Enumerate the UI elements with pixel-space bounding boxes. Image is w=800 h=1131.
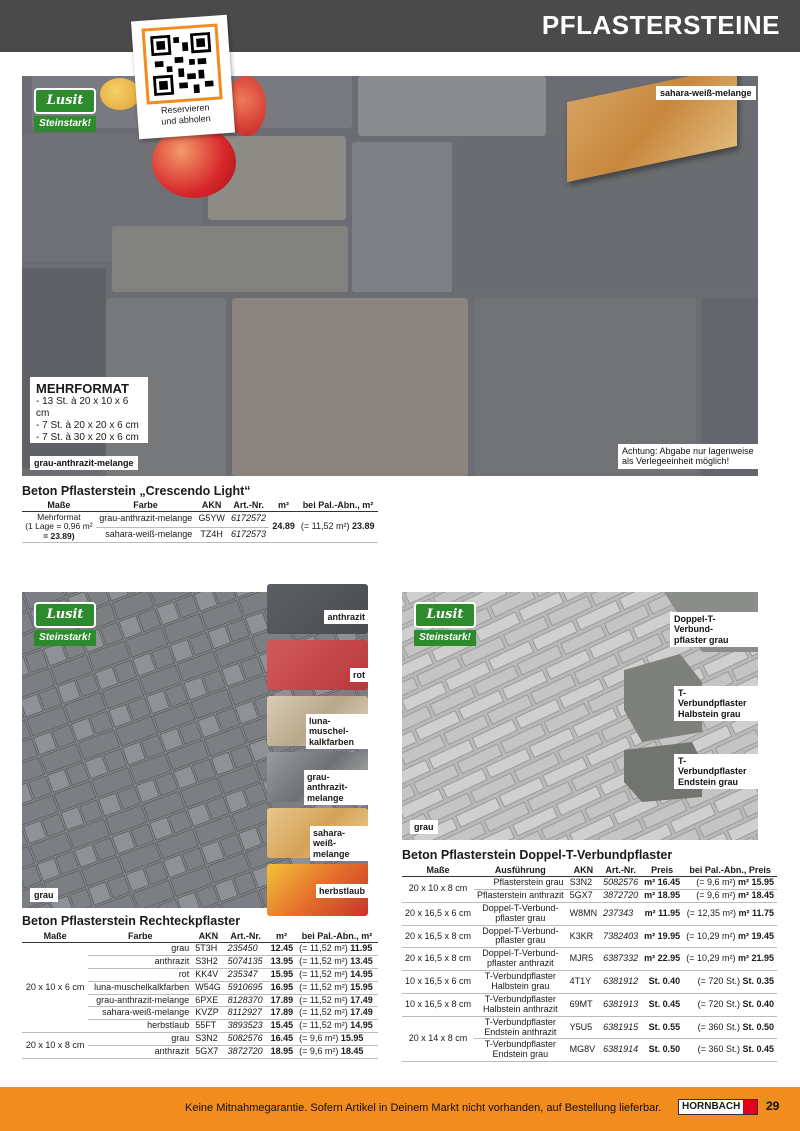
table-row: luna-muschelkalkfarben W54G 5910695 16.95 (= 11,52 m²) 15.95 — [22, 981, 378, 994]
doppelt-table: Maße Ausführung AKN Art.-Nr. Preis bei Pal.-Abn., Preis 20 x 10 x 8 cm Pflasterstein grau S3N2 5082576 m² 16.45 (= 9,6 m²) m² 15.95 Pflasterstein anthrazit 5GX7 3872720 m² 18.95 (= 9,6 m²) m² 18.45 20 x 16,5 x 6 cm Doppel-T-Verbund- pflaster grau W8MN 237343 m² 11.95 (= 12,35 m²) m² 11.75 20 x 16,5 x 8 cm Doppel-T-Verbund- pflaster grau K3KR 7382403 m² 19.95 (= 10,29 m²) m² 19.45 20 x 16,5 x 8 cm Doppel-T-Verbund- pflaster anthrazit MJR5 6387332 m² 22.95 (= 10,29 m²) m² 21.95 10 x 16,5 x 6 cm T-Verbundpflaster Halbstein grau 4T1Y 6381912 St. 0.40 (= 720 St.) St. 0.35 10 x 16,5 x 8 cm T-Verbundpflaster Halbstein anthrazit 69MT 6381913 St. 0.45 (= 720 St.) St. 0.40 20 x 14 x 8 cm T-Verbundpflaster Endstein anthrazit Y5U5 6381915 St. 0.55 (= 360 St.) St. 0.50 T-Verbundpflaster Endstein grau MG8V 6381914 St. 0.50 (= 360 St.) St. 0.45 — [402, 864, 777, 1062]
doppelt-photo — [402, 592, 758, 840]
table-row: 20 x 10 x 6 cm grau 5T3H 235450 12.45 (= 11,52 m²) 11.95 — [22, 943, 378, 956]
table-row: Pflasterstein anthrazit 5GX7 3872720 m² 18.95 (= 9,6 m²) m² 18.45 — [402, 889, 777, 902]
table-row: 10 x 16,5 x 8 cm T-Verbundpflaster Halbstein anthrazit 69MT 6381913 St. 0.45 (= 720 St.) St. 0.40 — [402, 993, 777, 1016]
table-row: anthrazit 5GX7 3872720 18.95 (= 9,6 m²) 18.45 — [22, 1046, 378, 1059]
table-row: 20 x 16,5 x 6 cm Doppel-T-Verbund- pflaster grau W8MN 237343 m² 11.95 (= 12,35 m²) m² 11.75 — [402, 902, 777, 925]
table-row: sahara-weiß-melange TZ4H 6172573 — [22, 527, 378, 543]
crescendo-table: Maße Farbe AKN Art.-Nr. m² bei Pal.-Abn., m² Mehrformat (1 Lage = 0,96 m² = 23.89) grau-anthrazit-melange G5YW 6172572 24.89 (= 11,52 m²) 23.89 sahara-weiß-melange TZ4H 6172573 — [22, 499, 378, 543]
page-number: 29 — [766, 1099, 780, 1113]
table-row: 20 x 16,5 x 8 cm Doppel-T-Verbund- pflaster grau K3KR 7382403 m² 19.95 (= 10,29 m²) m² 19.45 — [402, 925, 777, 948]
table-row: T-Verbundpflaster Endstein grau MG8V 6381914 St. 0.50 (= 360 St.) St. 0.45 — [402, 1039, 777, 1062]
table-row: sahara-weiß-melange KVZP 8112927 17.89 (= 11,52 m²) 17.49 — [22, 1007, 378, 1020]
table-row: anthrazit S3H2 5074135 13.95 (= 11,52 m²) 13.45 — [22, 955, 378, 968]
swatch-rot: rot — [267, 640, 368, 690]
lusit-logo: Lusit Steinstark! — [34, 88, 96, 132]
rechteck-title: Beton Pflasterstein Rechteckpflaster — [22, 914, 241, 928]
crescendo-title: Beton Pflasterstein „Crescendo Light“ — [22, 484, 251, 498]
qr-reserve-card[interactable]: Reservieren und abholen — [131, 15, 235, 139]
table-row: herbstlaub 55FT 3893523 15.45 (= 11,52 m²) 14.95 — [22, 1020, 378, 1033]
color-tag-sahara: sahara-weiß-melange — [656, 86, 756, 100]
hornbach-house-icon — [743, 1100, 757, 1114]
color-tag-grau: grau — [410, 820, 438, 834]
color-tag-grau: grau — [30, 888, 58, 902]
footer-disclaimer: Keine Mitnahmegarantie. Sofern Artikel in Deinem Markt nicht vorhanden, auf Bestellung lieferbar. — [185, 1102, 662, 1114]
table-row: 20 x 16,5 x 8 cm Doppel-T-Verbund- pflaster anthrazit MJR5 6387332 m² 22.95 (= 10,29 m²) m² 21.95 — [402, 948, 777, 971]
lusit-logo: Lusit Steinstark! — [414, 602, 476, 646]
table-row: 20 x 14 x 8 cm T-Verbundpflaster Endstein anthrazit Y5U5 6381915 St. 0.55 (= 360 St.) St. 0.50 — [402, 1016, 777, 1039]
table-row: 20 x 10 x 8 cm Pflasterstein grau S3N2 5082576 m² 16.45 (= 9,6 m²) m² 15.95 — [402, 877, 777, 890]
rechteck-table: Maße Farbe AKN Art.-Nr. m² bei Pal.-Abn., m² 20 x 10 x 6 cm grau 5T3H 235450 12.45 (= 11,52 m²) 11.95 anthrazit S3H2 5074135 13.95 (= 11,52 m²) 13.45 rot KK4V 235347 15.95 (= 11,52 m²) 14.95 luna-muschelkalkfarben W54G 5910695 16.95 (= 11,52 m²) 15.95 grau-anthrazit-melange 6PXE 8128370 17.89 (= 11,52 m²) 17.49 sahara-weiß-melange KVZP 8112927 17.89 (= 11,52 m²) 17.49 herbstlaub 55FT 3893523 15.45 (= 11,52 m²) 14.95 20 x 10 x 8 cm grau S3N2 5082576 16.45 (= 9,6 m²) 15.95 anthrazit 5GX7 3872720 18.95 (= 9,6 m²) 18.45 — [22, 930, 378, 1059]
hornbach-logo: HORNBACH — [678, 1099, 758, 1115]
lusit-logo: Lusit Steinstark! — [34, 602, 96, 646]
swatch-anthrazit: anthrazit — [267, 584, 368, 634]
swatch-sahara: sahara-weiß- melange — [267, 808, 368, 858]
swatch-grau-anthrazit: grau-anthrazit- melange — [267, 752, 368, 802]
doppelt-title: Beton Pflasterstein Doppel-T-Verbundpflaster — [402, 848, 673, 862]
table-row: rot KK4V 235347 15.95 (= 11,52 m²) 14.95 — [22, 968, 378, 981]
color-tag-grau-anthrazit: grau-anthrazit-melange — [30, 456, 138, 470]
tag-t-endstein: T-Verbundpflaster Endstein grau — [674, 754, 758, 789]
mehrformat-box: MEHRFORMAT - 13 St. à 20 x 10 x 6 cm - 7 St. à 20 x 20 x 6 cm - 7 St. à 30 x 20 x 6 cm — [30, 377, 148, 443]
table-row: Mehrformat (1 Lage = 0,96 m² = 23.89) grau-anthrazit-melange G5YW 6172572 24.89 (= 11,52 m²) 23.89 — [22, 512, 378, 528]
swatch-herbstlaub: herbstlaub — [267, 864, 368, 916]
tag-doppel-t: Doppel-T-Verbund- pflaster grau — [670, 612, 758, 647]
swatch-luna-muschelkalk: luna-muschel- kalkfarben — [267, 696, 368, 746]
table-row: 20 x 10 x 8 cm grau S3N2 5082576 16.45 (= 9,6 m²) 15.95 — [22, 1033, 378, 1046]
page-title: PFLASTERSTEINE — [541, 10, 780, 40]
delivery-note: Achtung: Abgabe nur lagenweise als Verlegeeinheit möglich! — [618, 444, 758, 469]
qr-code-icon — [150, 32, 214, 96]
table-row: grau-anthrazit-melange 6PXE 8128370 17.89 (= 11,52 m²) 17.49 — [22, 994, 378, 1007]
table-row: 10 x 16,5 x 6 cm T-Verbundpflaster Halbstein grau 4T1Y 6381912 St. 0.40 (= 720 St.) St. 0.35 — [402, 971, 777, 994]
tag-t-halbstein: T-Verbundpflaster Halbstein grau — [674, 686, 758, 721]
